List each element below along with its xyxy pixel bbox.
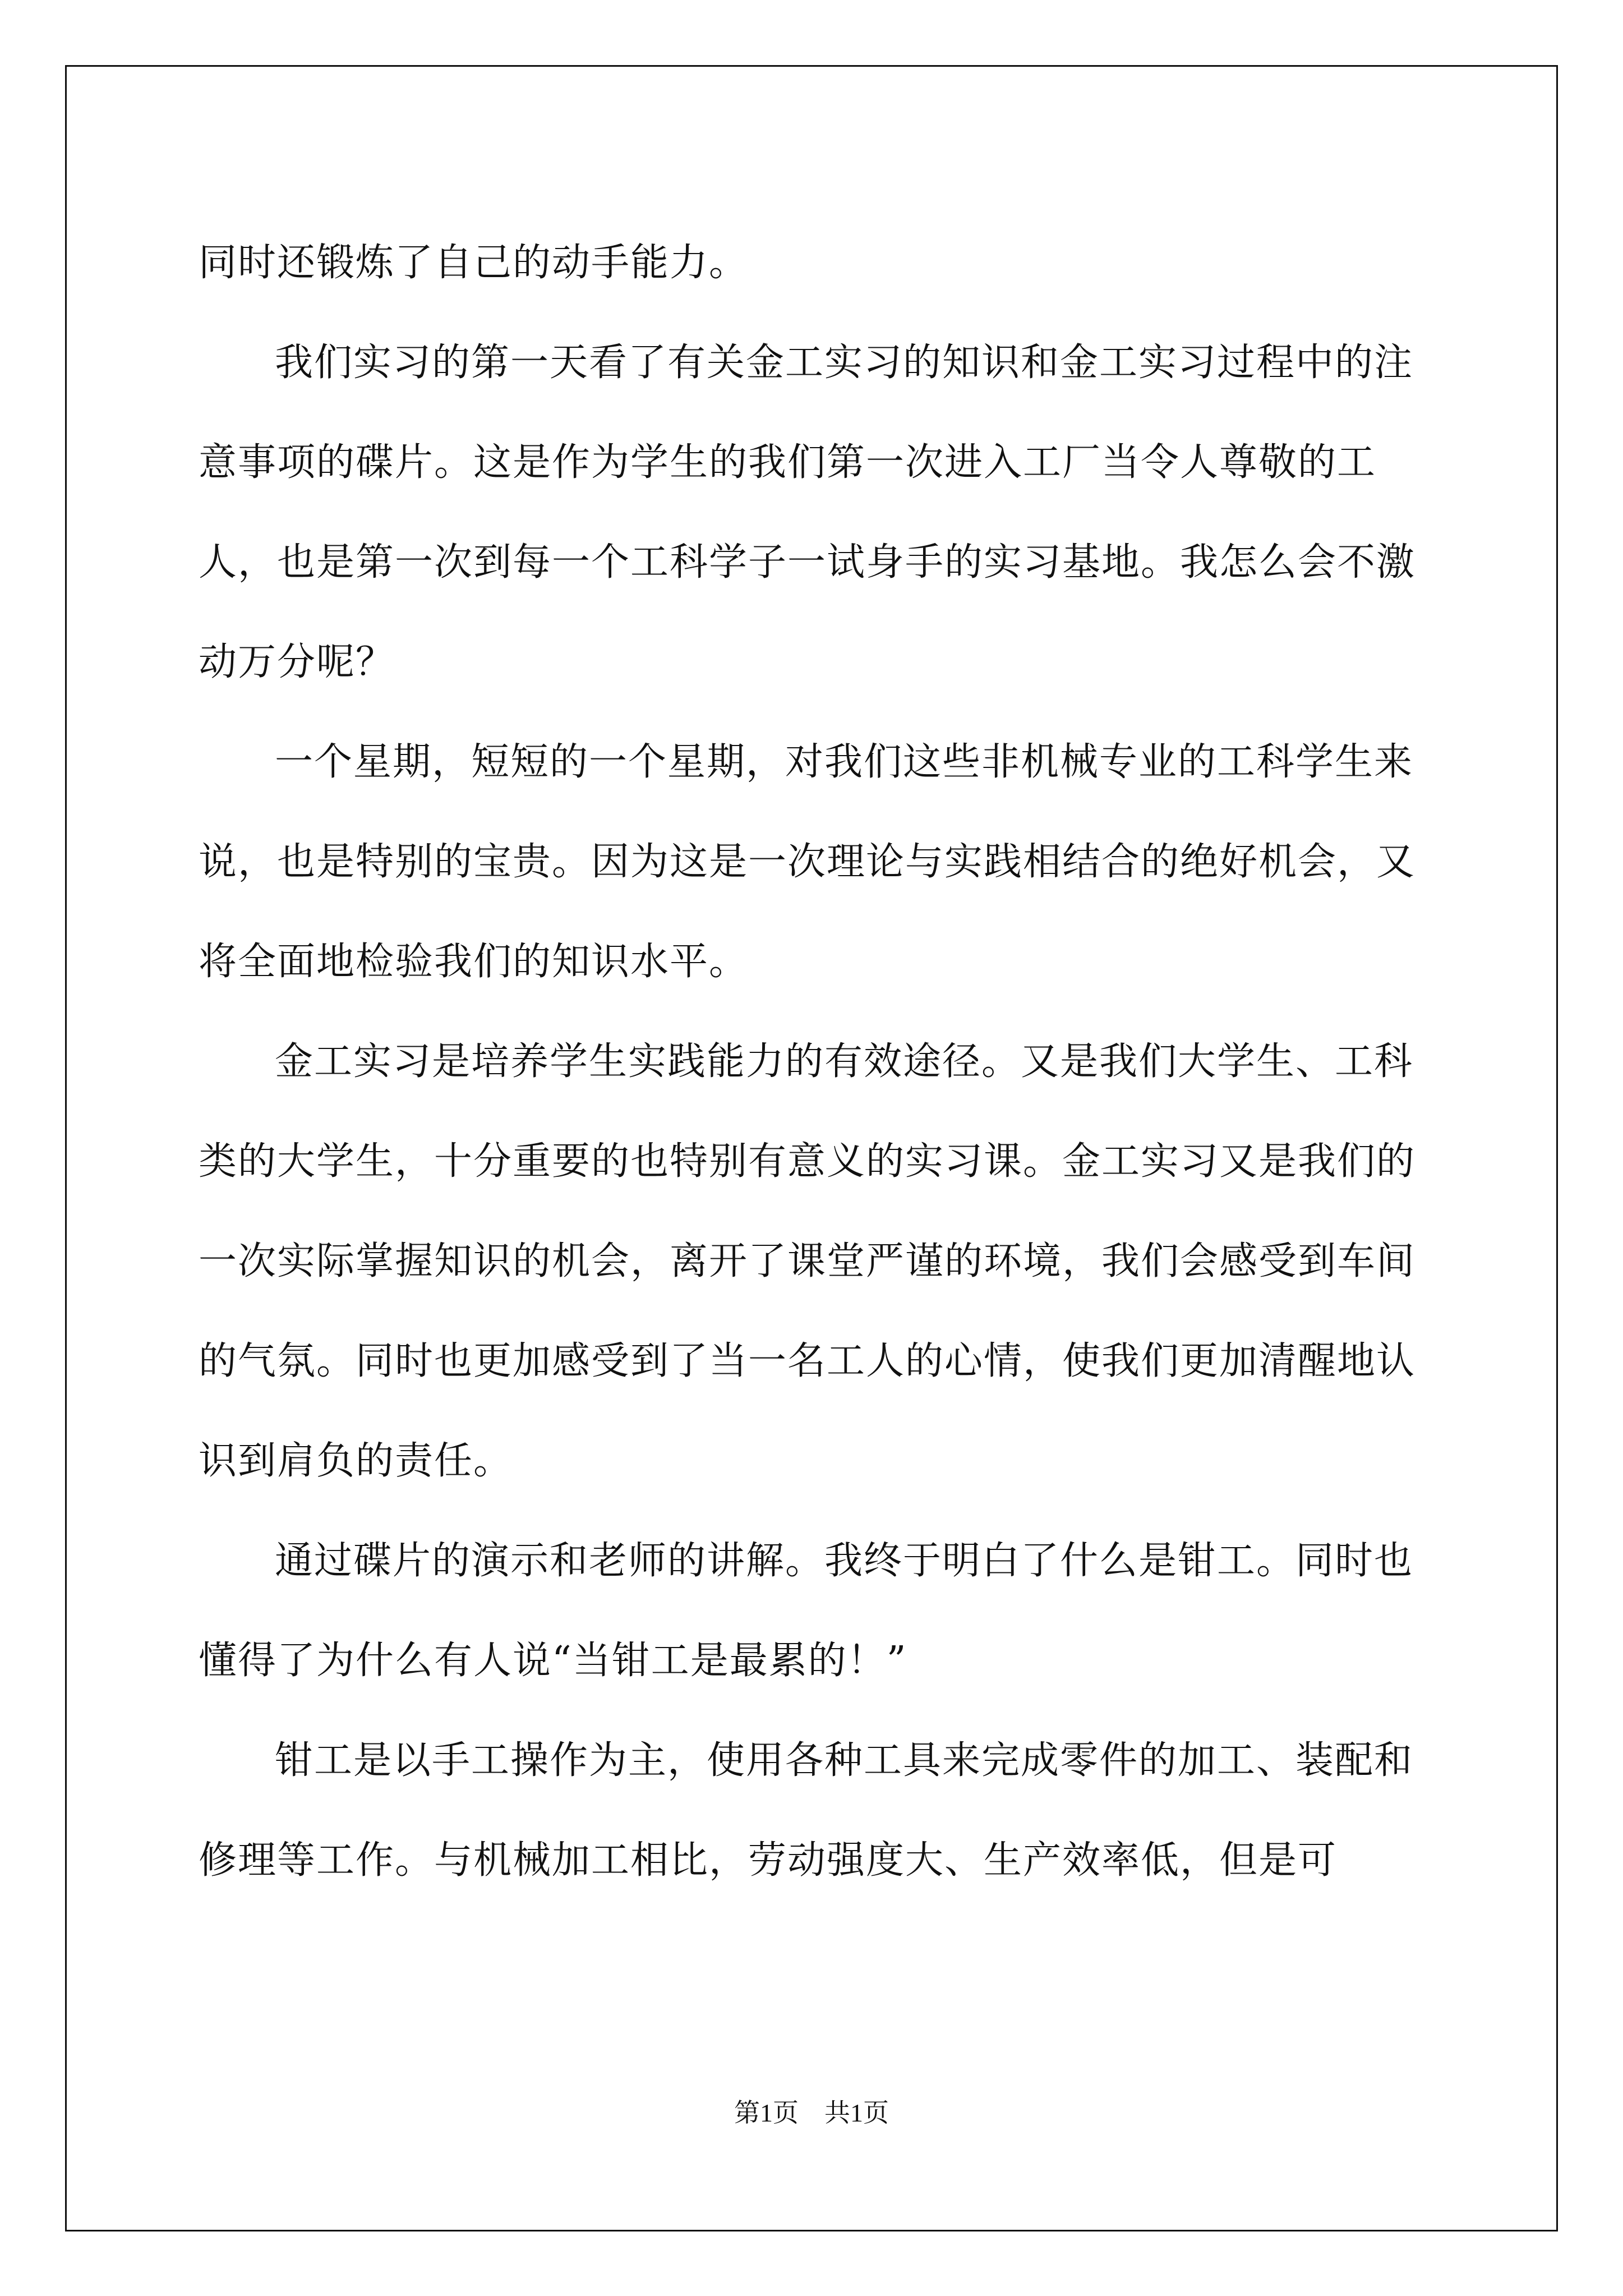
paragraph-1: 同时还锻炼了自己的动手能力。 [199, 241, 749, 285]
paragraph-3: 一个星期，短短的一个星期，对我们这些非机械专业的工科学生来说，也是特别的宝贵。因为这是一次理论与实践相结合的绝好机会，又将全面地检验我们的知识水平。 [199, 740, 1416, 984]
paragraph-2: 我们实习的第一天看了有关金工实习的知识和金工实习过程中的注意事项的碟片。这是作为学生的我们第一次进入工厂当令人尊敬的工人，也是第一次到每一个工科学子一试身手的实习基地。我怎么会不激动万分呢？ [199, 341, 1416, 684]
page-footer: 第1页 共1页 [734, 2099, 889, 2127]
paragraph-4: 金工实习是培养学生实践能力的有效途径。又是我们大学生、工科类的大学生，十分重要的也特别有意义的实习课。金工实习又是我们的一次实际掌握知识的机会，离开了课堂严谨的环境，我们会感受到车间的气氛。同时也更加感受到了当一名工人的心情，使我们更加清醒地认识到肩负的责任。 [199, 1039, 1416, 1483]
document-body [199, 213, 1432, 1911]
paragraph-6: 钳工是以手工操作为主，使用各种工具来完成零件的加工、装配和修理等工作。与机械加工相比，劳动强度大、生产效率低，但是可 [199, 1738, 1414, 1883]
paragraph-5: 通过碟片的演示和老师的讲解。我终于明白了什么是钳工。同时也懂得了为什么有人说“当钳工是最累的！” [199, 1539, 1414, 1683]
